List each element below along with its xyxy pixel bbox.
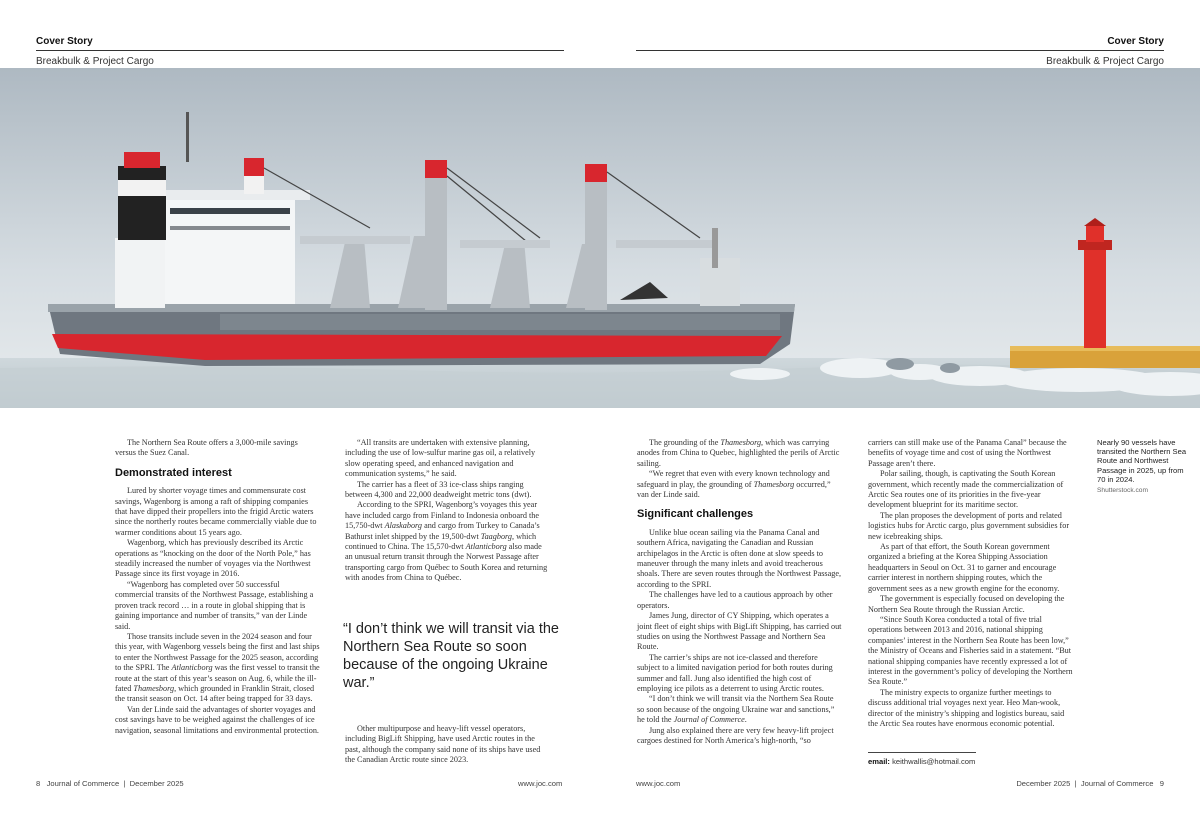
article-column-1 xyxy=(115,438,320,736)
paragraph: Unlike blue ocean sailing via the Panama Canal and southern Africa, navigating the Canadian and Russian archipelagos in the Arctic is often done at slow speeds to maneuver through the many inlets and avoid treacherous shoals. There are seven routes through the Northwest Passage, according to the SPRI. xyxy=(637,527,842,589)
paragraph: Van der Linde said the advantages of shorter voyages and cost savings have to be weighed against the challenges of ice navigation, seasonal limitations and environmental protection. xyxy=(115,704,319,735)
section-title-right: Cover Story xyxy=(1107,36,1164,47)
header-rule-left xyxy=(36,50,564,51)
text-run: , which was carrying anodes from China to Quebec, highlighted the perils of Arctic sailing. xyxy=(637,438,840,468)
ship-name: Thamesborg xyxy=(133,683,175,693)
paragraph xyxy=(637,694,842,725)
footer-separator: | xyxy=(123,779,126,788)
paragraph: carriers can still make use of the Panama Canal” because the benefits of voyage time and cost of using the Northwest Passage aren’t there. xyxy=(868,438,1067,468)
email-rule xyxy=(868,752,976,753)
footer-right xyxy=(1016,779,1164,788)
article-column-3 xyxy=(637,438,842,746)
photo-credit: Shutterstock.com xyxy=(1097,487,1148,495)
issue-date-left: December 2025 xyxy=(129,779,184,788)
text-run: , which grounded in Franklin Strait, closed the transit season on Oct. 14 after being trapped for 33 days. xyxy=(115,683,315,704)
paragraph: The ministry expects to organize further meetings to discuss additional trial voyages next year. Heo Man-wook, director of the ministry’s shipping and logistics bureau, said the Arctic Sea routes have enormous economic potential. xyxy=(868,687,1065,728)
text-run: “We regret that even with every known technology and safeguard in play, the grounding of xyxy=(637,469,830,489)
text-run: “I don’t think we will transit via the Northern Sea Route so soon because of the ongoing Ukraine war and sanctions,” he told the xyxy=(637,694,835,725)
footer-left xyxy=(36,779,184,788)
subsection-title-left: Breakbulk & Project Cargo xyxy=(36,56,154,67)
text-run: , which continued to China. The 15,570-dwt xyxy=(345,531,537,552)
paragraph: The challenges have led to a cautious approach by other operators. xyxy=(637,590,833,610)
footer-url-right[interactable]: www.joc.com xyxy=(636,779,681,788)
cover-photo xyxy=(0,68,1200,408)
paragraph xyxy=(637,469,842,500)
footer-separator: | xyxy=(1074,779,1077,788)
ship-name: Thamesborg xyxy=(753,479,795,489)
article-column-2-continued xyxy=(345,724,550,766)
paragraph: “All transits are undertaken with extensive planning, including the use of low-sulfur marine gas oil, a relatively slow operating speed, and enhanced navigation and communication systems,” he said. xyxy=(345,438,536,479)
text-run: also made an unusual return transit through the Norwest Passage after transporting cargo from Québec to South Korea and returning with anodes from China to Québec. xyxy=(345,542,548,583)
text-run: occurred,” van der Linde said. xyxy=(637,479,831,500)
text-run: According to the SPRI, Wagenborg’s voyages this year have included cargo from Finland to Indonesia onboard the 15,750-dwt xyxy=(345,500,540,531)
ship-name: Alaskaborg xyxy=(384,521,423,531)
section-title-left: Cover Story xyxy=(36,36,93,47)
ship-illustration xyxy=(0,68,1200,408)
ship-name: Taagborg xyxy=(480,531,513,541)
subheading-significant-challenges: Significant challenges xyxy=(637,508,754,521)
ship-name: Atlanticborg xyxy=(465,542,507,552)
paragraph xyxy=(345,500,550,583)
paragraph xyxy=(115,632,320,705)
paragraph xyxy=(637,438,842,469)
paragraph: “Since South Korea conducted a total of five trial operations between 2013 and 2016, national shipping companies’ interest in the Northern Sea Route has been low,” the Ministry of Oceans and Fisheries said in a statement. “But national shipping companies have recently expressed a lot of interest in the government’s policy of developing the Northern Sea Route.” xyxy=(868,614,1073,687)
paragraph: Jung also explained there are very few heavy-lift project cargoes destined for North America’s high-north, “so xyxy=(637,725,834,745)
author-email xyxy=(868,757,975,766)
text-run: Those transits include seven in the 2024 season and four this year, with Wagenborg vessels being the first and last ships to enter the Northwest Passage for the 2025 season, according to the SPRI. The xyxy=(115,631,320,673)
paragraph: The carrier’s ships are not ice-classed and therefore subject to a limited navigation period for both routes during summer and fall. Jung also identified the high cost of employing ice pilots as a deterrent to using Arctic routes. xyxy=(637,652,833,693)
paragraph: The carrier has a fleet of 33 ice-class ships ranging between 4,300 and 22,000 deadweight metric tons (dwt). xyxy=(345,479,532,500)
article-column-4 xyxy=(868,438,1073,729)
paragraph: Polar sailing, though, is captivating the South Korean government, which recently made the commercialization of Arctic Sea routes one of its priorities in the five-year development blueprint for its maritime sector. xyxy=(868,469,1064,510)
photo-caption xyxy=(1097,438,1192,495)
paragraph: “Wagenborg has completed over 50 successful commercial transits of the Northwest Passage, establishing a proven track record … in a route in global shipping that is gaining importance and number of transits,” van der Linde said. xyxy=(115,579,314,631)
paragraph: Wagenborg, which has previously described its Arctic operations as “knocking on the door of the North Pole,” has steadily increased the number of voyages via the Northwest Passage since its first voyage in 2016. xyxy=(115,538,311,579)
issue-date-right: December 2025 xyxy=(1016,779,1071,788)
paragraph: As part of that effort, the South Korean government organized a briefing at the Korea Shipping Association headquarters in Seoul on Oct. 31 to garner and encourage carrier interest in northern shipping routes, which the government sees as a new growth engine for the economy. xyxy=(868,542,1060,593)
ship-name: Atlanticborg xyxy=(171,663,213,673)
paragraph: The government is especially focused on developing the Northern Sea Route through the Russian Arctic. xyxy=(868,594,1065,614)
email-address[interactable]: keithwallis@hotmail.com xyxy=(892,757,976,766)
text-run: . xyxy=(744,715,747,725)
publication-name-right: Journal of Commerce xyxy=(1080,779,1154,788)
paragraph: Lured by shorter voyage times and commensurate cost savings, Wagenborg is among a raft of shipping companies that have dipped their propellers into the frigid Arctic waters since the northerly routes became commercially viable due to warmer conditions about 15 years ago. xyxy=(115,486,317,537)
text-run: was the first vessel to transit the route at the start of this year’s season on Aug. 6, while the ill-fated xyxy=(115,663,320,693)
caption-text: Nearly 90 vessels have transited the Northern Sea Route and Northwest Passage in 2025, up from 70 in 2024. xyxy=(1097,438,1187,484)
header-rule-right xyxy=(636,50,1164,51)
publication-name-left: Journal of Commerce xyxy=(46,779,120,788)
subheading-demonstrated-interest: Demonstrated interest xyxy=(115,466,232,479)
footer-url-left[interactable]: www.joc.com xyxy=(518,779,563,788)
subsection-title-right: Breakbulk & Project Cargo xyxy=(1046,56,1164,67)
pull-quote: “I don’t think we will transit via the Northern Sea Route so soon because of the ongoing Ukraine war.” xyxy=(343,621,559,691)
publication-name: Journal of Commerce xyxy=(673,715,745,725)
paragraph: James Jung, director of CY Shipping, which operates a joint fleet of eight ships with BigLift Shipping, has carried out studies on using the Northwest Passage and Northern Sea Route. xyxy=(637,611,842,652)
paragraph: Other multipurpose and heavy-lift vessel operators, including BigLift Shipping, have used Arctic routes in the past, although the company said none of its ships have used the Canadian Arctic route since 2023. xyxy=(345,724,541,765)
text-run: The grounding of the xyxy=(649,438,721,447)
paragraph: The plan proposes the development of ports and related logistics hubs for Arctic cargo, plus government subsidies for new icebreaking ships. xyxy=(868,510,1070,541)
text-run: and cargo from Turkey to Canada’s Bathurst inlet shipped by the 19,500-dwt xyxy=(345,521,540,541)
page-number-left: 8 xyxy=(36,779,41,788)
article-column-2 xyxy=(345,438,550,584)
paragraph: The Northern Sea Route offers a 3,000-mile savings versus the Suez Canal. xyxy=(115,438,298,458)
email-label: email: xyxy=(868,757,890,766)
page-number-right: 9 xyxy=(1159,779,1164,788)
ship-name: Thamesborg xyxy=(720,438,762,447)
